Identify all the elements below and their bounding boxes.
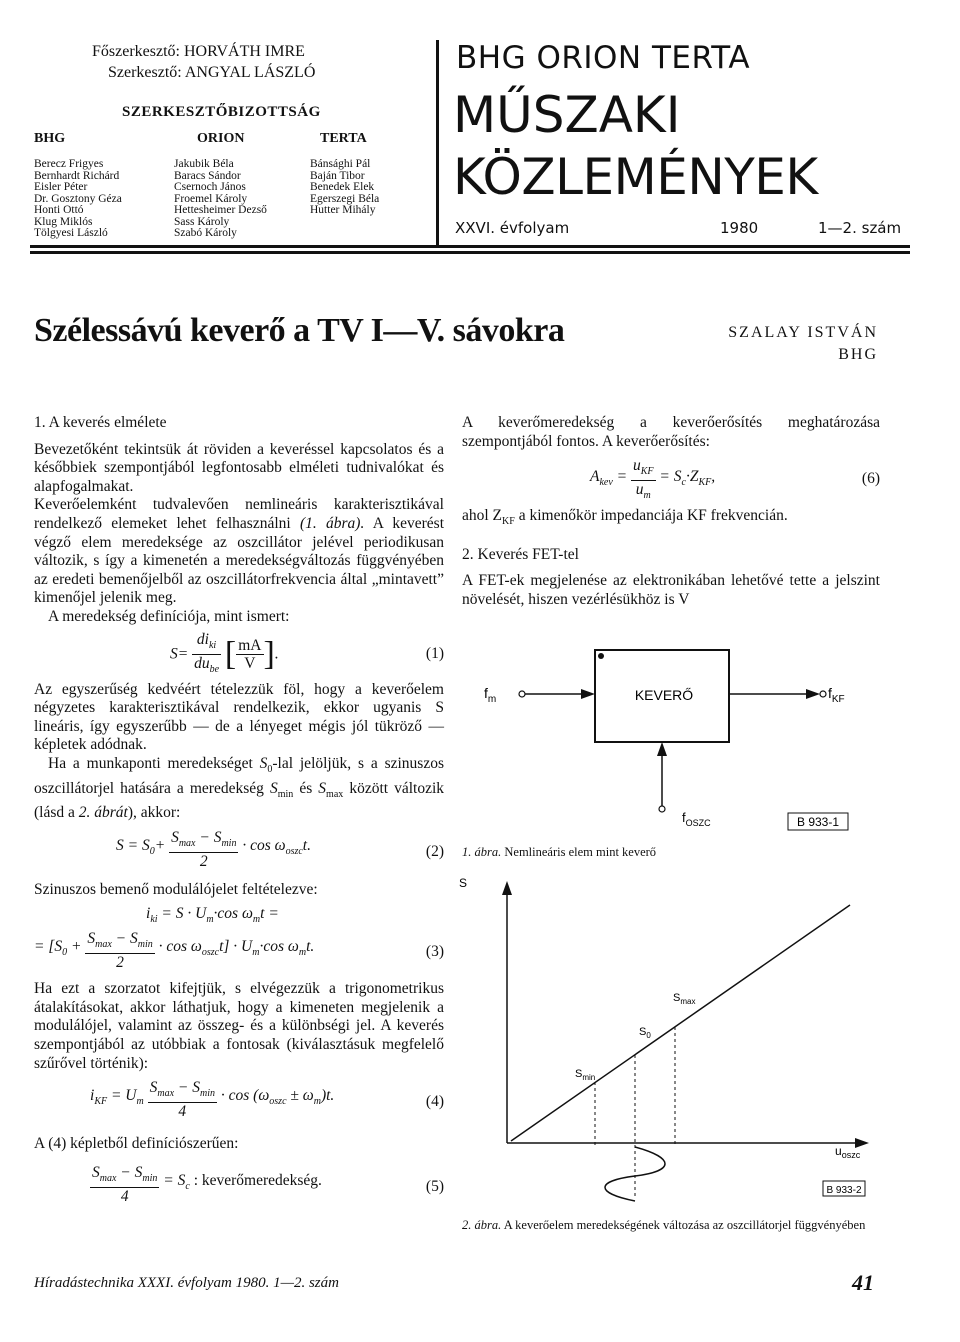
paragraph — [34, 496, 444, 608]
eq2-number: (2) — [425, 842, 444, 860]
symbol-sub: 0 — [267, 764, 273, 775]
figure-reference: 2. ábrát — [78, 804, 128, 822]
eq2-minus: − S — [195, 828, 222, 846]
equation-5 — [34, 1164, 444, 1212]
eq6-sub: c — [681, 477, 686, 489]
section-heading: 1. A keverés elmélete — [34, 414, 167, 431]
eq2-plus: + — [154, 837, 166, 855]
left-column — [34, 414, 444, 1212]
eq4-tail: ± ω — [286, 1087, 314, 1105]
eq3b-tail: · cos ω — [158, 938, 202, 956]
x-axis-arrow-icon — [855, 1138, 869, 1148]
eq6-num: u — [633, 457, 641, 475]
section-heading: 2. Keverés FET-tel — [462, 545, 579, 563]
eq1-den-sub: be — [209, 663, 220, 675]
eq3a-sub: ki — [150, 914, 158, 926]
eq4-sub: m — [313, 1096, 321, 1108]
member-name: Bánsághi Pál — [310, 158, 371, 170]
symbol: S — [269, 779, 278, 797]
eq3b-fraction — [85, 930, 154, 971]
mixer-label: KEVERŐ — [634, 687, 694, 703]
paragraph-text: Ha a munkaponti meredekséget — [48, 754, 253, 772]
eq3b-sub: 0 — [62, 947, 68, 959]
eq4-tail: )t. — [320, 1087, 335, 1105]
member-name: Berecz Frigyes — [34, 158, 104, 170]
eq4-fraction — [148, 1079, 217, 1120]
eq3a-sub: m — [206, 914, 214, 926]
volume: XXVI. évfolyam — [455, 219, 570, 237]
eq3a-rest: t = — [260, 905, 279, 923]
y-axis-label: S — [459, 876, 468, 890]
eq3a-rest: ·cos ω — [213, 905, 253, 923]
input-terminal — [519, 691, 525, 697]
eq4-pre: i — [90, 1087, 95, 1105]
caption-ref: 2. ábra. — [462, 1218, 502, 1232]
eq2-num-sub: min — [221, 837, 237, 849]
masthead-divider — [436, 40, 439, 245]
eq2-num-sub: max — [178, 837, 196, 849]
eq3b-plus: + — [67, 938, 86, 956]
smax-label: $S_{max}$ — [673, 992, 696, 1006]
paragraph: Szinuszos bemenő modulálójelet feltételezve: — [34, 880, 318, 898]
member-name: Froemel Károly — [174, 192, 248, 205]
caption-text: Nemlineáris elem mint keverő — [504, 845, 657, 859]
eq5-tail: : keverőmeredekség. — [189, 1171, 322, 1189]
eq3a-rest: = S · U — [157, 905, 207, 923]
masthead-rule-top — [30, 245, 910, 248]
right-column — [462, 414, 880, 610]
member-name: Eisler Péter — [34, 181, 88, 193]
editor: Szerkesztő: ANGYAL LÁSZLÓ — [108, 64, 316, 81]
article-title: Szélessávú keverő a TV I—V. sávokra — [34, 312, 565, 349]
eq6-sub: KF — [640, 466, 654, 478]
committee-col-terta-header: TERTA — [320, 131, 367, 146]
equation-4 — [34, 1079, 444, 1127]
figure-2-caption — [462, 1218, 882, 1233]
eq3b-num-sub: min — [137, 939, 153, 951]
eq4-minus: − S — [174, 1079, 200, 1097]
eq1-unit-num: mA — [238, 636, 262, 654]
member-name: Baracs Sándor — [174, 169, 241, 182]
eq2-lhs: S = S — [116, 837, 150, 855]
eq1-fraction — [192, 631, 221, 678]
eq4-sub: m — [136, 1096, 144, 1108]
paragraph: A meredekség definíciója, mint ismert: — [48, 607, 290, 625]
equation-6 — [462, 457, 880, 503]
eq4-num: S — [149, 1079, 158, 1097]
eq2-num: S — [171, 828, 179, 846]
eq6-rest: = S — [659, 468, 682, 486]
paragraph-text: A keverést végző elem meredeksége az oszcillátor jelével periodikusan változik, s így a kimenetén a meredekségváltozás függvényében az eredeti bemenőjelből az oszcillátorfrekvencia által „mintavett” kimenőjel jelenik meg. — [34, 514, 445, 607]
figure-code: B 933-1 — [796, 815, 840, 829]
symbol-sub: KF — [502, 516, 515, 528]
equation-3a — [34, 905, 444, 930]
eq6-eq: = — [612, 468, 632, 486]
paragraph-text: ), akkor: — [127, 804, 181, 822]
author-name: SZALAY ISTVÁN — [728, 324, 878, 341]
eq1-tail: . — [274, 644, 279, 662]
paragraph-text: Keverőelemként tudvalevően nemlineáris karakterisztikával rendelkező elemeket lehet felhasználni — [34, 496, 444, 532]
caption-ref: 1. ábra. — [462, 845, 502, 859]
eq5-sub: min — [142, 1172, 158, 1184]
member-name: Szabó Károly — [174, 227, 237, 239]
eq3b-tail: t. — [306, 938, 315, 956]
eq4-sub: min — [200, 1088, 215, 1100]
year: 1980 — [720, 219, 759, 237]
eq2-tail-sub: oszc — [285, 846, 303, 858]
equation-2 — [34, 829, 444, 877]
member-name: Hutter Mihály — [310, 204, 376, 216]
eq3-number: (3) — [425, 943, 444, 961]
figure-1-caption — [462, 845, 656, 860]
member-name: Tölgyesi László — [34, 227, 108, 239]
page-number: 41 — [852, 1270, 874, 1295]
committee-col-bhg-header: BHG — [34, 131, 66, 146]
eq6-sub: kev — [599, 477, 613, 489]
journal-title-line2: KÖZLEMÉNYEK — [453, 148, 818, 206]
symbol-sub: min — [277, 788, 294, 800]
member-name: Bernhardt Richárd — [34, 169, 120, 182]
author-org: BHG — [838, 346, 878, 363]
eq1-unit-den: V — [244, 654, 256, 672]
paragraph-text: és — [299, 779, 313, 797]
figure-code: B 933-2 — [826, 1185, 862, 1196]
osc-terminal — [659, 806, 665, 812]
eq1-den: du — [194, 654, 210, 672]
caption-text: A keverőelem meredekségének változása az oszcillátorjel függvényében — [503, 1218, 866, 1232]
output-arrow-icon — [806, 689, 820, 699]
eq3b-tail: t] · U — [219, 938, 253, 956]
eq3b-num: S — [87, 930, 96, 948]
paragraph — [34, 755, 444, 823]
paragraph: Ha ezt a szorzatot kifejtjük, s elvégezzük a trigonometrikus átalakításokat, akkor láthatjuk, hogy a kimeneten megjelenik a modulálójel, valamint az összeg- és a különbségi jel. A keverés szempontjából az utóbbiak a fontosak (kiválasztásuk megfelelő szűrővel történik): — [34, 980, 444, 1072]
eq6-sub: KF — [698, 477, 712, 489]
eq4-sub: max — [157, 1088, 175, 1100]
paragraph: A keverőmeredekség a keverőerősítés meghatározása szempontjából fontos. A keverőerősítés: — [462, 414, 880, 450]
symbol: S — [259, 754, 268, 772]
eq4-eq: = U — [107, 1087, 137, 1105]
member-name: Benedek Elek — [310, 181, 375, 193]
smin-label: $S_{min}$ — [575, 1068, 596, 1082]
eq3a-text: i — [146, 905, 151, 923]
footer-journal: Híradástechnika XXXI. évfolyam 1980. 1—2. szám — [34, 1275, 339, 1291]
input-label: $f_m$ — [484, 685, 497, 705]
eq6-sub: m — [643, 490, 651, 502]
eq5-fraction — [90, 1164, 159, 1205]
paragraph-text: a kimenőkör impedanciája KF frekvencián. — [514, 507, 788, 525]
eq6-rest: , — [711, 468, 716, 486]
equation-1: S= $\frac{di_{ki}}{du_{be}}$ [ $\frac{mA}{V}$ ]. (1) — [34, 631, 444, 679]
chief-editor: Főszerkesztő: HORVÁTH IMRE — [92, 43, 305, 60]
member-name: Klug Miklós — [34, 215, 93, 228]
member-name: Honti Ottó — [34, 204, 84, 216]
osc-arrow-icon — [657, 742, 667, 756]
member-name: Jakubik Béla — [174, 158, 234, 170]
eq1-number: (1) — [425, 644, 444, 662]
committee-title: SZERKESZTŐBIZOTTSÁG — [122, 104, 321, 120]
paragraph-text: között változik (lásd a — [34, 779, 445, 822]
eq4-den: 4 — [178, 1103, 187, 1121]
paragraph-text: -lal jelöljük, s a szinuszos oszcillátorjel hatására a meredekség — [34, 754, 444, 797]
eq2-tail-end: t. — [302, 837, 311, 855]
figure-2-graph — [455, 865, 885, 1205]
paragraph: A FET-ek megjelenése az elektronikában lehetővé tette a jelszint növelését, hiszen vezérlésükhöz is V — [462, 572, 880, 609]
eq6-fraction — [631, 457, 656, 504]
eq4-sub: oszc — [269, 1096, 287, 1108]
paragraph: Bevezetőként tekintsük át röviden a keveréssel kapcsolatos és a későbbiek szempontjából legfontosabb elméleti tudnivalókat és alapfogalmakat. — [34, 440, 444, 495]
eq6-lhs: A — [590, 468, 600, 486]
eq4-number: (4) — [425, 1093, 444, 1111]
eq5-sub: c — [185, 1181, 190, 1193]
x-axis-label: $u_{oszc}$ — [835, 1144, 861, 1160]
input-arrow-icon — [581, 689, 595, 699]
masthead-rule-bottom — [30, 251, 910, 254]
paragraph — [462, 507, 880, 532]
symbol-sub: max — [326, 788, 344, 800]
eq4-tail: · cos (ω — [220, 1087, 270, 1105]
issue: 1—2. szám — [818, 219, 902, 237]
eq5-sub: max — [99, 1172, 117, 1184]
eq3a-sub: m — [252, 914, 261, 926]
brand-line: BHG ORION TERTA — [456, 40, 751, 76]
y-axis-arrow-icon — [502, 881, 512, 895]
member-name: Egerszegi Béla — [310, 192, 380, 205]
eq5-eq: = S — [163, 1171, 186, 1189]
eq5-den: 4 — [120, 1187, 129, 1205]
committee-col-orion-header: ORION — [197, 131, 245, 146]
eq2-tail: · cos ω — [242, 837, 286, 855]
member-name: Csernoch János — [174, 181, 246, 193]
eq3b-pre: = [S — [34, 938, 63, 956]
member-name: Sass Károly — [174, 215, 230, 228]
committee-col-terta — [310, 159, 379, 217]
eq3b-tail: ·cos ω — [259, 938, 299, 956]
eq1-num-sub: ki — [208, 639, 217, 651]
output-terminal — [820, 691, 826, 697]
symbol: S — [318, 779, 327, 797]
committee-col-bhg — [34, 159, 122, 240]
eq3b-sub: m — [298, 947, 307, 959]
committee-col-orion — [174, 159, 267, 240]
eq6-den: u — [635, 481, 644, 499]
osc-label: $f_{OSZC}$ — [682, 810, 711, 828]
eq5-number: (5) — [425, 1177, 444, 1195]
eq3b-sub: oszc — [201, 947, 220, 959]
output-label: $f_{KF}$ — [828, 685, 845, 705]
eq5-minus: − S — [116, 1163, 143, 1181]
eq1-num: di — [196, 630, 209, 648]
figure-reference: (1. ábra). — [299, 514, 365, 532]
eq4-sub: KF — [94, 1096, 108, 1108]
eq1-lhs: S= — [170, 644, 189, 662]
author — [728, 322, 878, 366]
eq3b-den: 2 — [116, 954, 124, 972]
slope-line — [511, 905, 850, 1141]
eq2-lhs-sub: 0 — [149, 846, 155, 858]
paragraph-text: ahol Z — [462, 507, 503, 525]
eq5-num: S — [92, 1163, 100, 1181]
paragraph: A (4) képletből definíciószerűen: — [34, 1135, 239, 1153]
member-name: Hettesheimer Dezső — [174, 204, 267, 216]
eq3b-sub: m — [252, 947, 260, 959]
eq2-fraction — [169, 829, 238, 870]
member-name: Dr. Gosztony Géza — [34, 192, 122, 205]
member-name: Baján Tibor — [310, 169, 365, 182]
eq6-rest: ·Z — [685, 468, 699, 486]
journal-title-line1: MŰSZAKI — [453, 86, 681, 144]
eq1-unit — [236, 637, 263, 672]
s0-label: $S_0$ — [639, 1026, 651, 1040]
oscillator-waveform — [605, 1147, 665, 1201]
eq3b-minus: − S — [111, 930, 138, 948]
corner-dot — [598, 653, 604, 659]
paragraph: Az egyszerűség kedvéért tételezzük föl, hogy a keverőelem négyzetes karakterisztikával rendelkezik, ekkor ugyanis S lineáris, így egyszerűbb — de a lényeget mégis jól tükröző — képletek adódnak. — [34, 680, 444, 754]
eq6-number: (6) — [861, 470, 880, 488]
figure-1-diagram — [470, 640, 890, 845]
equation-3b — [34, 930, 444, 976]
eq3b-num-sub: max — [95, 939, 112, 951]
eq2-den: 2 — [199, 852, 208, 870]
